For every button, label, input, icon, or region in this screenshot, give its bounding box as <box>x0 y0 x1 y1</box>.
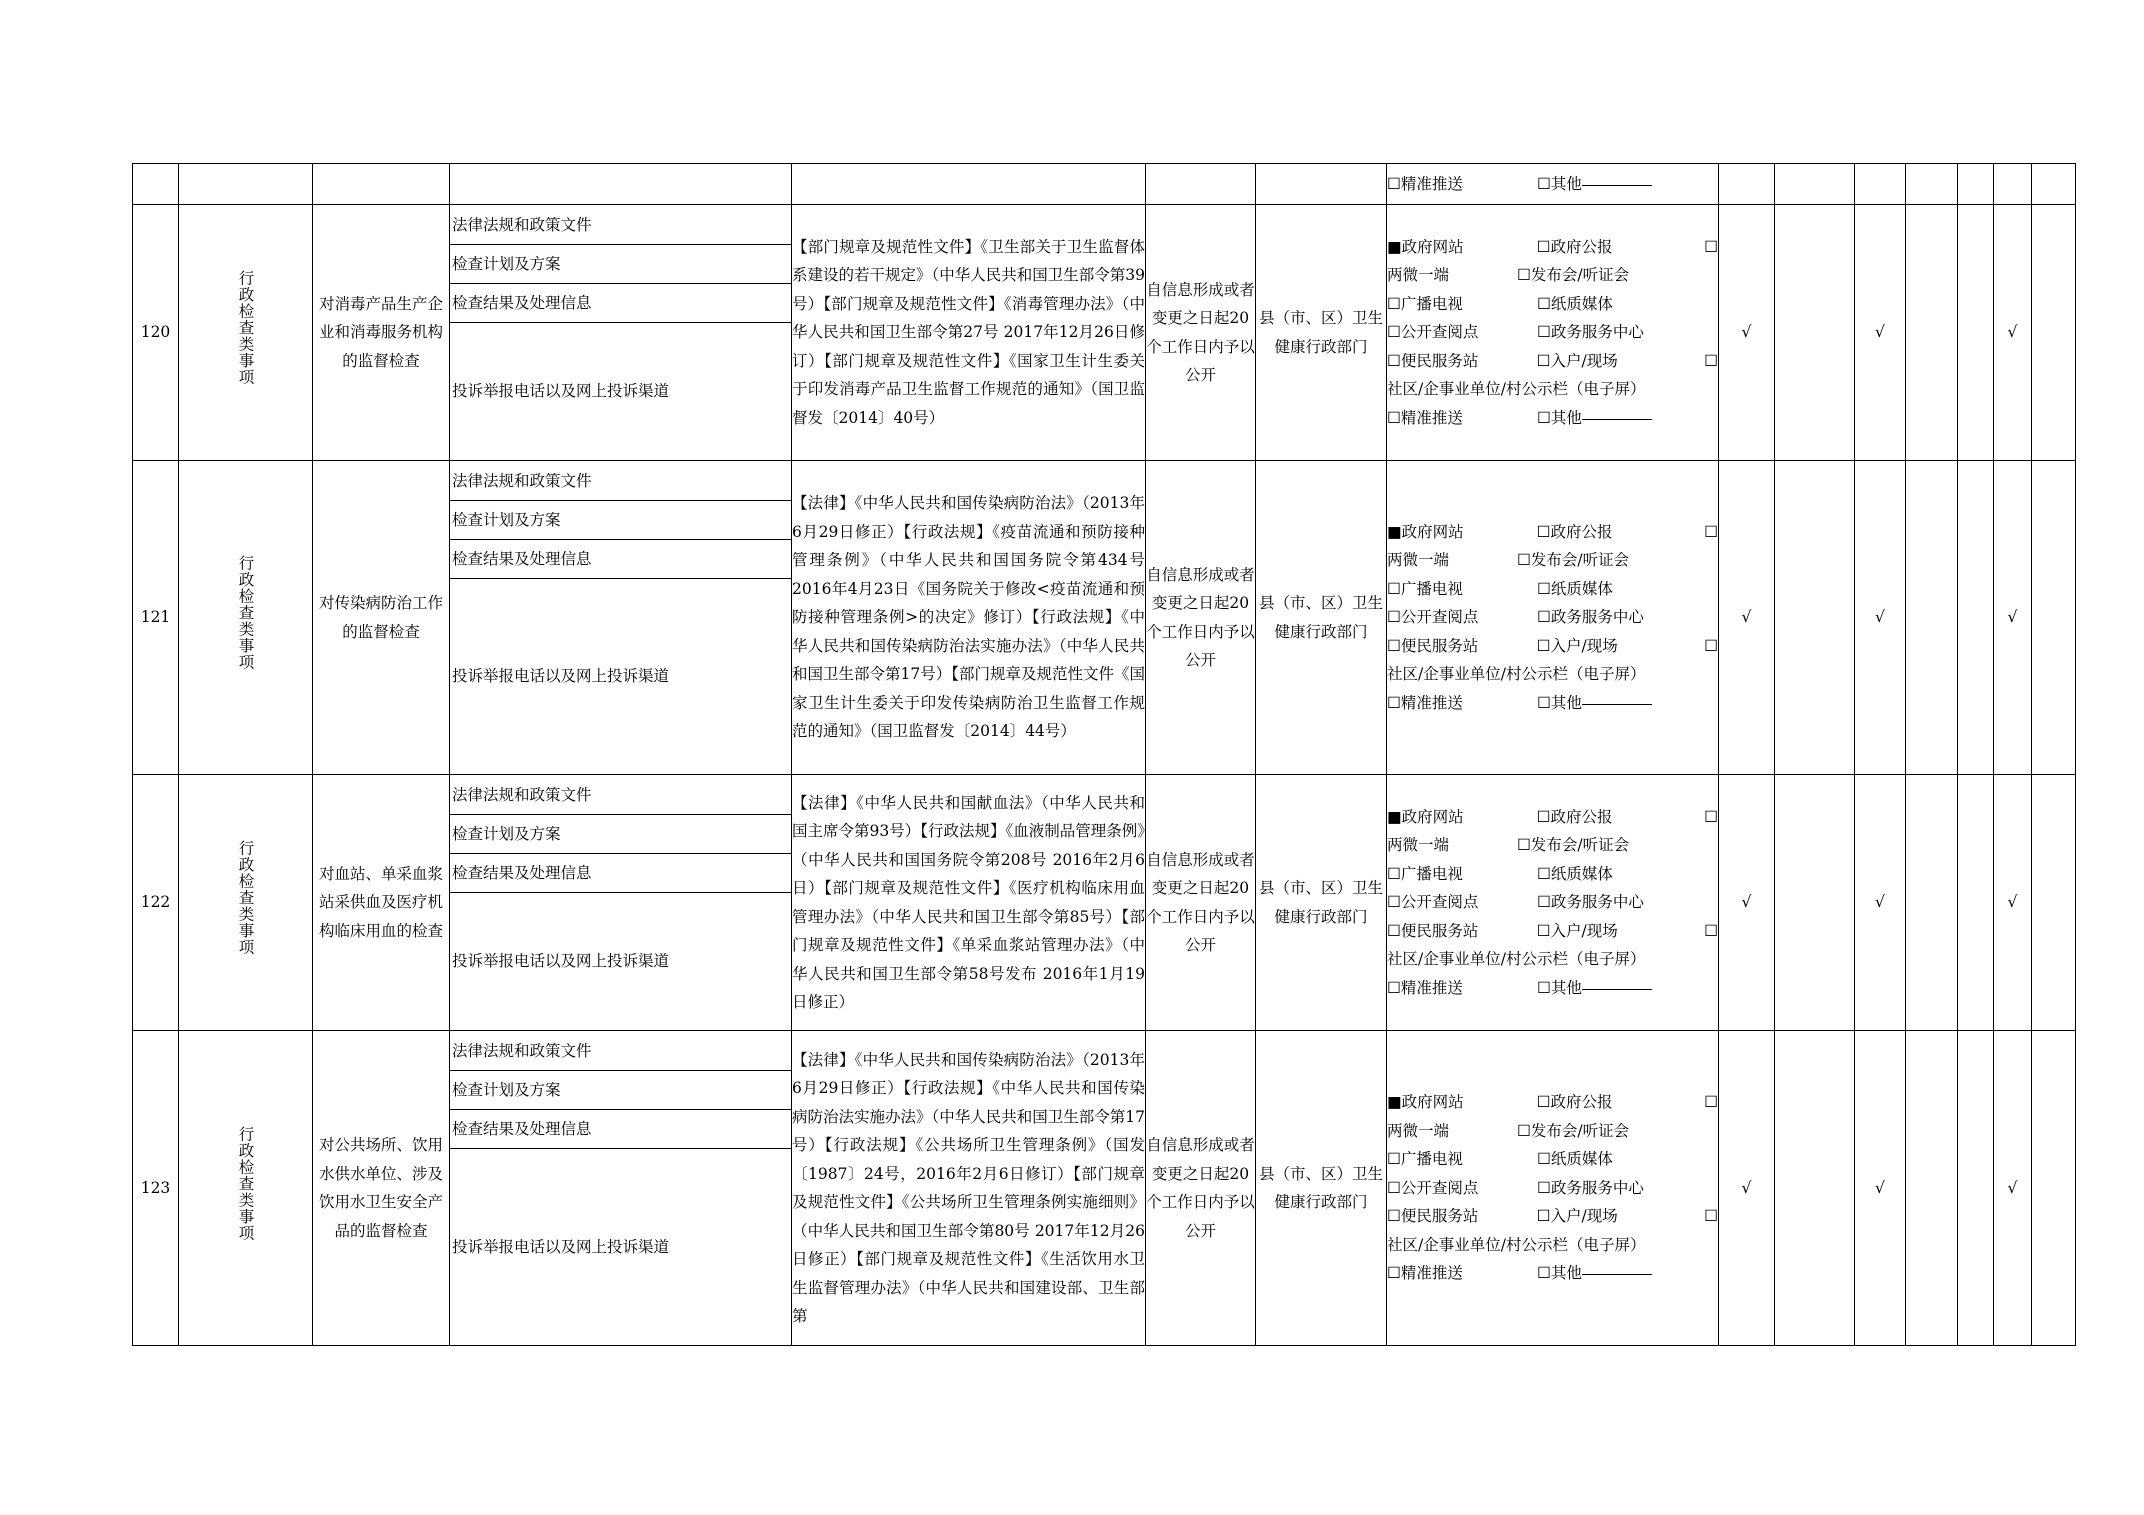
check-mark <box>1958 461 1994 775</box>
item-type-text: 行政检查类事项 <box>236 840 255 956</box>
channel-option: ☐政府公报 <box>1536 807 1613 826</box>
channel-option: ☐纸质媒体 <box>1537 579 1613 598</box>
channel-option: ☐广播电视 <box>1387 294 1463 313</box>
channel-line <box>1387 660 1718 689</box>
disclosure-content <box>450 1031 792 1346</box>
item-name: 对公共场所、饮用水供水单位、涉及饮用水卫生安全产品的监督检查 <box>313 1031 450 1346</box>
item-name: 对血站、单采血浆站采供血及医疗机构临床用血的检查 <box>313 775 450 1031</box>
blank-line <box>1582 404 1652 420</box>
channel-option: ☐发布会/听证会 <box>1517 1121 1630 1140</box>
channel-option: ☐广播电视 <box>1387 1150 1463 1169</box>
channel-option: ☐ <box>1704 636 1718 655</box>
check-mark <box>1906 205 1958 461</box>
channel-line <box>1387 1117 1718 1146</box>
row-number: 123 <box>133 1031 179 1346</box>
check-mark: √ <box>1719 1031 1775 1346</box>
content-subitem: 法律法规和政策文件 <box>450 776 791 815</box>
channel-option: ☐政务服务中心 <box>1537 893 1644 912</box>
check-mark: √ <box>1994 205 2032 461</box>
content-subitem: 检查计划及方案 <box>450 815 791 854</box>
content-subitem: 法律法规和政策文件 <box>450 206 791 245</box>
check-mark <box>1958 1031 1994 1346</box>
check-mark: √ <box>1855 1031 1906 1346</box>
channel-option: ☐精准推送 <box>1387 1264 1463 1283</box>
channel-option: ■政府网站 <box>1387 1093 1464 1112</box>
channel-line <box>1387 632 1718 661</box>
channel-option: ☐便民服务站 <box>1387 921 1479 940</box>
channel-option: ☐其他 <box>1537 1264 1582 1283</box>
channel-option: ☐精准推送 <box>1387 693 1463 712</box>
content-subitem: 投诉举报电话以及网上投诉渠道 <box>452 952 670 970</box>
disclosure-content <box>450 205 792 461</box>
channels-cell <box>1387 1031 1719 1346</box>
continued-row <box>133 164 2076 205</box>
channel-line <box>1387 603 1718 632</box>
channel-line <box>1387 974 1718 1003</box>
channel-option: ☐ <box>1704 351 1718 370</box>
channel-option: ☐纸质媒体 <box>1537 864 1613 883</box>
check-mark: √ <box>1719 461 1775 775</box>
content-subitem: 法律法规和政策文件 <box>450 462 791 501</box>
channel-option: ☐发布会/听证会 <box>1517 836 1630 855</box>
channel-line <box>1387 375 1718 404</box>
channel-line <box>1387 1174 1718 1203</box>
channels-cell <box>1387 775 1719 1031</box>
channel-line <box>1387 888 1718 917</box>
channel-option: ☐入户/现场 <box>1536 636 1618 655</box>
channel-option: ☐其他 <box>1537 174 1582 193</box>
channel-line <box>1387 917 1718 946</box>
content-subitem: 检查结果及处理信息 <box>450 284 791 323</box>
row-number: 121 <box>133 461 179 775</box>
check-mark: √ <box>1994 461 2032 775</box>
check-mark: √ <box>1855 461 1906 775</box>
channel-option: ☐政府公报 <box>1536 1093 1613 1112</box>
channel-line <box>1387 347 1718 376</box>
channel-line <box>1387 689 1718 718</box>
channel-line <box>1387 803 1718 832</box>
blank-line <box>1582 1259 1652 1275</box>
disclosure-time: 自信息形成或者变更之日起20个工作日内予以公开 <box>1146 1031 1256 1346</box>
table-row <box>133 1031 2076 1346</box>
item-type-text: 行政检查类事项 <box>236 270 255 386</box>
content-subitem: 投诉举报电话以及网上投诉渠道 <box>452 382 670 400</box>
item-name: 对消毒产品生产企业和消毒服务机构的监督检查 <box>313 205 450 461</box>
channel-option: ☐政务服务中心 <box>1537 1178 1644 1197</box>
channel-option: ☐ <box>1704 1207 1718 1226</box>
legal-basis: 【法律】《中华人民共和国传染病防治法》（2013年6月29日修正）【行政法规】《疫苗流通和预防接种管理条例》（中华人民共和国国务院令第434号 2016年4月23日《国务院关于修改<疫苗流通和预防接种管理条例>的决定》修订）【行政法规】《中华人民共和国传染病防治法实施办法》（中华人民共和国卫生部令第17号）【部门规章及规范性文件《国家卫生计生委关于印发传染病防治卫生监督工作规范的通知》（国卫监督发〔2014〕44号） <box>792 461 1146 775</box>
channels-cell <box>1387 461 1719 775</box>
content-subitem: 检查结果及处理信息 <box>450 540 791 579</box>
channel-option: ☐入户/现场 <box>1536 1207 1618 1226</box>
check-mark <box>1775 205 1855 461</box>
check-mark <box>1775 1031 1855 1346</box>
channel-line <box>1387 1259 1718 1288</box>
channel-option: ☐精准推送 <box>1387 978 1463 997</box>
channel-line <box>1387 1202 1718 1231</box>
channel-option: 社区/企事业单位/村公示栏（电子屏） <box>1387 665 1646 684</box>
channel-option: ☐公开查阅点 <box>1387 1178 1479 1197</box>
channel-line <box>1387 546 1718 575</box>
row-number: 120 <box>133 205 179 461</box>
item-type-text: 行政检查类事项 <box>236 555 255 671</box>
content-subitem: 投诉举报电话以及网上投诉渠道 <box>452 667 670 685</box>
channel-option: ☐公开查阅点 <box>1387 608 1479 627</box>
check-mark <box>2032 461 2076 775</box>
disclosure-subject: 县（市、区）卫生健康行政部门 <box>1256 775 1387 1031</box>
channel-option: 社区/企事业单位/村公示栏（电子屏） <box>1387 1235 1646 1254</box>
channel-option: ☐公开查阅点 <box>1387 893 1479 912</box>
item-type <box>179 775 313 1031</box>
channel-option: ☐ <box>1704 921 1718 940</box>
check-mark <box>2032 1031 2076 1346</box>
channel-option: 两微一端 <box>1387 1121 1450 1140</box>
channel-option: ☐精准推送 <box>1387 408 1463 427</box>
channel-option: ☐发布会/听证会 <box>1517 266 1630 285</box>
channel-line <box>1387 1145 1718 1174</box>
channel-option: ☐政务服务中心 <box>1537 323 1644 342</box>
channel-option: 两微一端 <box>1387 836 1450 855</box>
content-subitem: 检查结果及处理信息 <box>450 854 791 893</box>
channel-option: ☐入户/现场 <box>1536 921 1618 940</box>
row-number: 122 <box>133 775 179 1031</box>
check-mark: √ <box>1994 775 2032 1031</box>
channel-option: ☐广播电视 <box>1387 864 1463 883</box>
channels-cell <box>1387 164 1719 205</box>
check-mark: √ <box>1719 205 1775 461</box>
channel-option: 社区/企事业单位/村公示栏（电子屏） <box>1387 950 1646 969</box>
channel-option: 社区/企事业单位/村公示栏（电子屏） <box>1387 380 1646 399</box>
channel-line <box>1387 860 1718 889</box>
channel-option: ■政府网站 <box>1387 522 1464 541</box>
channel-option: ☐精准推送 <box>1387 174 1463 193</box>
channel-line <box>1387 1231 1718 1260</box>
blank-line <box>1582 689 1652 705</box>
blank-line <box>1582 974 1652 990</box>
channel-option: ☐政务服务中心 <box>1537 608 1644 627</box>
channel-option: ☐其他 <box>1537 693 1582 712</box>
channel-line <box>1387 1088 1718 1117</box>
channel-option: ☐政府公报 <box>1536 522 1613 541</box>
channel-option: ☐入户/现场 <box>1536 351 1618 370</box>
channel-line <box>1387 404 1718 433</box>
channel-line <box>1387 233 1718 262</box>
content-subitem: 检查计划及方案 <box>450 1071 791 1110</box>
legal-basis: 【法律】《中华人民共和国传染病防治法》（2013年6月29日修正）【行政法规】《中华人民共和国传染病防治法实施办法》（中华人民共和国卫生部令第17号）【行政法规】《公共场所卫生管理条例》（国发〔1987〕24号，2016年2月6日修订）【部门规章及规范性文件】《公共场所卫生管理条例实施细则》（中华人民共和国卫生部令第80号 2017年12月26日修正）【部门规章及规范性文件】《生活饮用水卫生监督管理办法》（中华人民共和国建设部、卫生部第 <box>792 1031 1146 1346</box>
disclosure-subject: 县（市、区）卫生健康行政部门 <box>1256 205 1387 461</box>
channel-line <box>1387 518 1718 547</box>
item-name: 对传染病防治工作的监督检查 <box>313 461 450 775</box>
disclosure-table <box>132 163 2076 1346</box>
channel-line <box>1387 318 1718 347</box>
channel-option: 两微一端 <box>1387 551 1450 570</box>
content-subitem: 检查计划及方案 <box>450 245 791 284</box>
check-mark <box>1958 775 1994 1031</box>
channel-line <box>1387 290 1718 319</box>
channel-option: ☐政府公报 <box>1536 237 1613 256</box>
disclosure-content <box>450 461 792 775</box>
check-mark <box>2032 205 2076 461</box>
channels-cell <box>1387 205 1719 461</box>
content-subitem: 法律法规和政策文件 <box>450 1032 791 1071</box>
check-mark <box>1775 775 1855 1031</box>
channel-option: ☐ <box>1704 1093 1718 1112</box>
check-mark <box>1906 775 1958 1031</box>
table-row <box>133 461 2076 775</box>
channel-option: 两微一端 <box>1387 266 1450 285</box>
content-subitem: 检查计划及方案 <box>450 501 791 540</box>
blank-line <box>1582 170 1652 186</box>
channel-line <box>1387 945 1718 974</box>
channel-line <box>1387 831 1718 860</box>
channel-option: ☐便民服务站 <box>1387 351 1479 370</box>
check-mark <box>1906 461 1958 775</box>
item-type <box>179 461 313 775</box>
channel-option: ☐广播电视 <box>1387 579 1463 598</box>
channel-option: ☐其他 <box>1537 408 1582 427</box>
channel-option: ☐其他 <box>1537 978 1582 997</box>
disclosure-subject: 县（市、区）卫生健康行政部门 <box>1256 1031 1387 1346</box>
legal-basis: 【部门规章及规范性文件】《卫生部关于卫生监督体系建设的若干规定》（中华人民共和国卫生部令第39号）【部门规章及规范性文件】《消毒管理办法》（中华人民共和国卫生部令第27号 2017年12月26日修订）【部门规章及规范性文件】《国家卫生计生委关于印发消毒产品卫生监督工作规范的通知》（国卫监督发〔2014〕40号） <box>792 205 1146 461</box>
disclosure-time: 自信息形成或者变更之日起20个工作日内予以公开 <box>1146 205 1256 461</box>
check-mark <box>1958 205 1994 461</box>
legal-basis: 【法律】《中华人民共和国献血法》（中华人民共和国主席令第93号）【行政法规】《血液制品管理条例》（中华人民共和国国务院令第208号 2016年2月6日）【部门规章及规范性文件】《医疗机构临床用血管理办法》（中华人民共和国卫生部令第85号）【部门规章及规范性文件】《单采血浆站管理办法》（中华人民共和国卫生部令第58号发布 2016年1月19日修正） <box>792 775 1146 1031</box>
check-mark <box>1906 1031 1958 1346</box>
channel-option: ☐ <box>1704 237 1718 256</box>
content-subitem: 投诉举报电话以及网上投诉渠道 <box>452 1237 670 1256</box>
channel-line <box>1387 575 1718 604</box>
item-type-text: 行政检查类事项 <box>236 1125 255 1241</box>
content-subitem: 检查结果及处理信息 <box>450 1110 791 1149</box>
item-type <box>179 1031 313 1346</box>
table-row <box>133 775 2076 1031</box>
check-mark: √ <box>1855 205 1906 461</box>
check-mark: √ <box>1994 1031 2032 1346</box>
check-mark <box>1775 461 1855 775</box>
channel-option: ☐ <box>1704 807 1718 826</box>
channel-option: ■政府网站 <box>1387 237 1464 256</box>
channel-line <box>1387 261 1718 290</box>
check-mark <box>2032 775 2076 1031</box>
disclosure-subject: 县（市、区）卫生健康行政部门 <box>1256 461 1387 775</box>
channel-option: ☐便民服务站 <box>1387 636 1479 655</box>
channel-option: ☐ <box>1704 522 1718 541</box>
disclosure-time: 自信息形成或者变更之日起20个工作日内予以公开 <box>1146 461 1256 775</box>
channel-option: ☐纸质媒体 <box>1537 294 1613 313</box>
disclosure-content <box>450 775 792 1031</box>
channel-option: ■政府网站 <box>1387 807 1464 826</box>
channel-option: ☐发布会/听证会 <box>1517 551 1630 570</box>
channel-option: ☐纸质媒体 <box>1537 1150 1613 1169</box>
check-mark: √ <box>1719 775 1775 1031</box>
channel-option: ☐便民服务站 <box>1387 1207 1479 1226</box>
channel-option: ☐公开查阅点 <box>1387 323 1479 342</box>
disclosure-time: 自信息形成或者变更之日起20个工作日内予以公开 <box>1146 775 1256 1031</box>
table-row <box>133 205 2076 461</box>
check-mark: √ <box>1855 775 1906 1031</box>
item-type <box>179 205 313 461</box>
